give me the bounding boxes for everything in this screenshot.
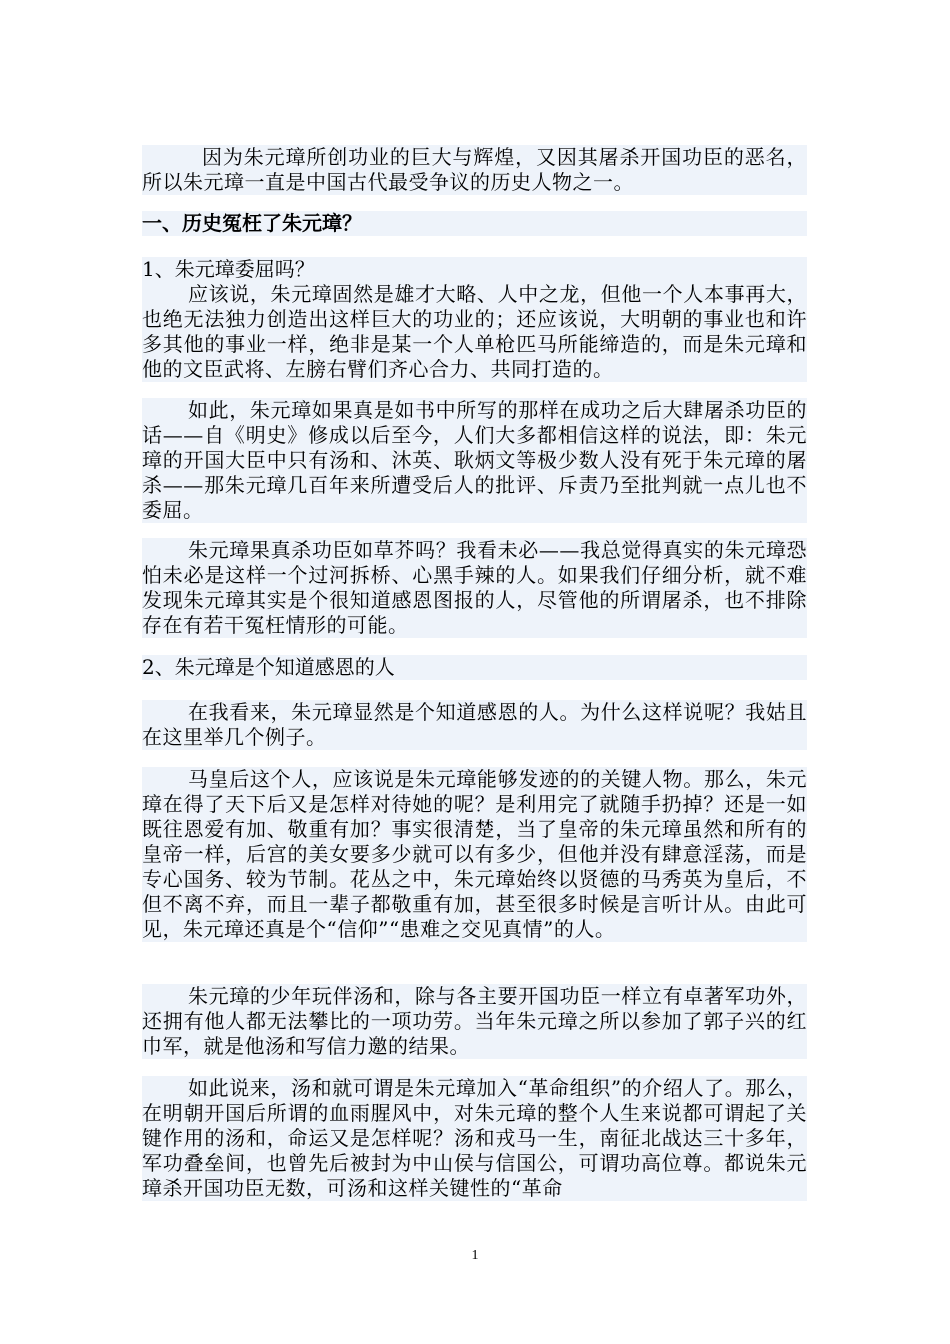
paragraph-1: 应该说，朱元璋固然是雄才大略、人中之龙，但他一个人本事再大，也绝无法独力创造出这样巨大的功业的；还应该说，大明朝的事业也和许多其他的事业一样，绝非是某一个人单枪匹马所能缔造的，而是朱元璋和他的文臣武将、左膀右臂们齐心合力、共同打造的。 <box>142 282 807 381</box>
page-number: 1 <box>471 1248 479 1263</box>
paragraph-4: 在我看来，朱元璋显然是个知道感恩的人。为什么这样说呢？我姑且在这里举几个例子。 <box>142 700 807 749</box>
section-heading-1: 一、历史冤枉了朱元璋？ <box>142 211 807 236</box>
subsection-heading-2: 2、朱元璋是个知道感恩的人 <box>142 655 807 680</box>
paragraph-2: 如此，朱元璋如果真是如书中所写的那样在成功之后大肆屠杀功臣的话——自《明史》修成以后至今，人们大多都相信这样的说法，即：朱元璋的开国大臣中只有汤和、沐英、耿炳文等极少数人没有死于朱元璋的屠杀——那朱元璋几百年来所遭受后人的批评、斥责乃至批判就一点儿也不委屈。 <box>142 398 807 522</box>
paragraph-5: 马皇后这个人，应该说是朱元璋能够发迹的的关键人物。那么，朱元璋在得了天下后又是怎样对待她的呢？是利用完了就随手扔掉？还是一如既往恩爱有加、敬重有加？事实很清楚，当了皇帝的朱元璋虽然和所有的皇帝一样，后宫的美女要多少就可以有多少，但他并没有肆意淫荡，而是专心国务、较为节制。花丛之中，朱元璋始终以贤德的马秀英为皇后，不但不离不弃，而且一辈子都敬重有加，甚至很多时候是言听计从。由此可见，朱元璋还真是个“信仰”“患难之交见真情”的人。 <box>142 767 807 941</box>
subsection-heading-1: 1、朱元璋委屈吗？ <box>142 257 807 282</box>
paragraph-7: 如此说来，汤和就可谓是朱元璋加入“革命组织”的介绍人了。那么，在明朝开国后所谓的血雨腥风中，对朱元璋的整个人生来说都可谓起了关键作用的汤和，命运又是怎样呢？汤和戎马一生，南征北战达三十多年，军功叠垒间，也曾先后被封为中山侯与信国公，可谓功高位尊。都说朱元璋杀开国功臣无数，可汤和这样关键性的“革命 <box>142 1076 807 1200</box>
intro-paragraph: 因为朱元璋所创功业的巨大与辉煌，又因其屠杀开国功臣的恶名，所以朱元璋一直是中国古代最受争议的历史人物之一。 <box>142 145 807 194</box>
paragraph-3: 朱元璋果真杀功臣如草芥吗？我看未必——我总觉得真实的朱元璋恐怕未必是这样一个过河拆桥、心黑手辣的人。如果我们仔细分析，就不难发现朱元璋其实是个很知道感恩图报的人，尽管他的所谓屠杀，也不排除存在有若干冤枉情形的可能。 <box>142 538 807 637</box>
paragraph-6: 朱元璋的少年玩伴汤和，除与各主要开国功臣一样立有卓著军功外，还拥有他人都无法攀比的一项功劳。当年朱元璋之所以参加了郭子兴的红巾军，就是他汤和写信力邀的结果。 <box>142 984 807 1058</box>
